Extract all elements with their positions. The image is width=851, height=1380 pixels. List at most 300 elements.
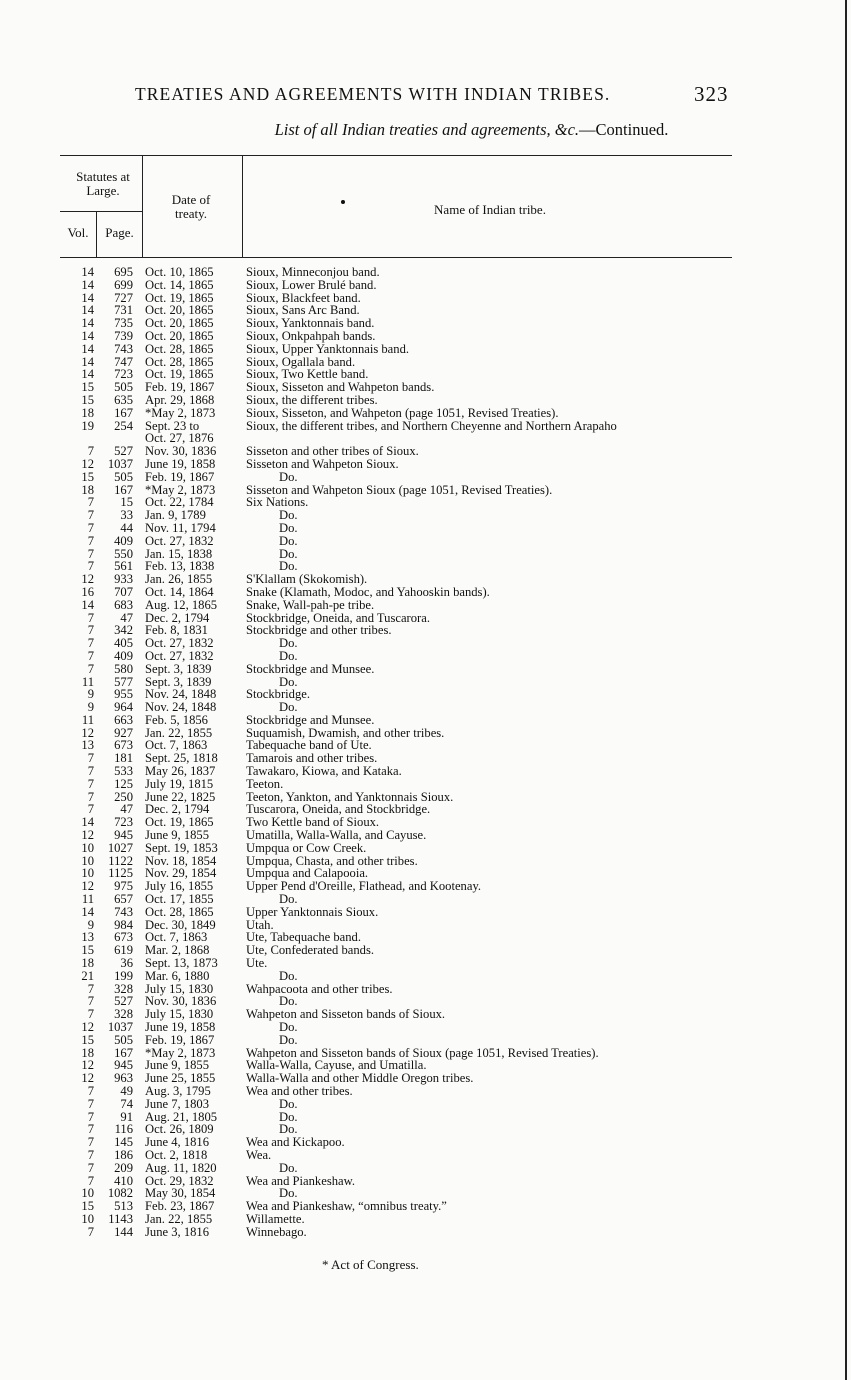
- page-cell: 527: [114, 994, 133, 1009]
- tribe-name-cell: Walla-Walla and other Middle Oregon tribes.: [246, 1071, 474, 1086]
- page-cell: 984: [114, 917, 133, 932]
- date-cell: Feb. 8, 1831: [145, 623, 208, 638]
- header-statutes-at-large: Statutes at Large.: [76, 169, 130, 198]
- tribe-name-cell: Do.: [279, 1096, 298, 1111]
- vol-cell: 7: [87, 508, 94, 523]
- vol-cell: 14: [81, 354, 94, 369]
- date-cell: Oct. 7, 1863: [145, 738, 208, 753]
- tribe-name-cell: Do.: [279, 700, 298, 715]
- table-row: [0, 1098, 851, 1111]
- date-cell: Sept. 25, 1818: [145, 751, 218, 766]
- page-cell: 735: [114, 316, 133, 331]
- tribe-name-cell: Six Nations.: [246, 495, 309, 510]
- tribe-name-cell: Wea and other tribes.: [246, 1084, 353, 1098]
- date-cell: Feb. 19, 1867: [145, 1032, 215, 1047]
- page-cell: 199: [114, 968, 133, 983]
- date-cell: *May 2, 1873: [145, 482, 216, 497]
- date-cell: Jan. 9, 1789: [145, 508, 206, 523]
- vol-cell: 18: [81, 405, 94, 420]
- tribe-name-cell: Sioux, Sisseton and Wahpeton bands.: [246, 380, 435, 395]
- table-row: [0, 1149, 851, 1162]
- header-date-of-treaty: Date of treaty.: [171, 192, 211, 221]
- tribe-name-cell: Do.: [279, 1109, 298, 1124]
- vol-cell: 14: [81, 597, 94, 612]
- vol-cell: 7: [87, 1173, 94, 1188]
- vol-cell: 12: [81, 456, 94, 471]
- date-cell: June 9, 1855: [145, 828, 210, 843]
- page-cell: 527: [114, 444, 133, 459]
- date-cell: Mar. 2, 1868: [145, 943, 210, 958]
- page-cell: 167: [114, 405, 133, 420]
- vol-cell: 11: [81, 712, 94, 727]
- date-cell: Feb. 13, 1838: [145, 559, 215, 574]
- date-cell: June 7, 1803: [145, 1096, 210, 1111]
- table-row: [0, 637, 851, 650]
- tribe-name-cell: Stockbridge and other tribes.: [246, 623, 392, 638]
- col-divider-page-date: [142, 155, 143, 257]
- vol-cell: 10: [81, 853, 94, 868]
- date-cell: Oct. 27, 1832: [145, 533, 214, 548]
- date-cell: Oct. 27, 1876: [145, 431, 214, 446]
- vol-cell: 7: [87, 559, 94, 574]
- vol-cell: 7: [87, 1109, 94, 1124]
- vol-cell: 12: [81, 879, 94, 894]
- table-row: [0, 279, 851, 292]
- date-cell: June 22, 1825: [145, 789, 216, 804]
- table-row: [0, 701, 851, 714]
- tribe-name-cell: Sioux, Blackfeet band.: [246, 290, 361, 305]
- date-cell: Dec. 30, 1849: [145, 917, 216, 932]
- tribe-name-cell: Sisseton and Wahpeton Sioux (page 1051, Revised Treaties).: [246, 482, 553, 497]
- tribe-name-cell: Do.: [279, 1122, 298, 1137]
- table-row: [0, 663, 851, 676]
- tribe-name-cell: Tuscarora, Oneida, and Stockbridge.: [246, 802, 431, 817]
- date-cell: Mar. 6, 1880: [145, 968, 210, 983]
- tribe-name-cell: Do.: [279, 559, 298, 574]
- tribe-name-cell: Sioux, Two Kettle band.: [246, 367, 369, 382]
- table-row: [0, 970, 851, 983]
- date-cell: Oct. 27, 1832: [145, 636, 214, 651]
- page-cell: 36: [120, 956, 133, 971]
- page-cell: 181: [114, 751, 133, 766]
- page-cell: 723: [114, 815, 133, 830]
- vol-cell: 7: [87, 981, 94, 996]
- date-cell: Oct. 22, 1784: [145, 495, 214, 510]
- page-cell: 1125: [108, 866, 133, 881]
- date-cell: Oct. 28, 1865: [145, 341, 214, 356]
- tribe-name-cell: Wahpeton and Sisseton bands of Sioux.: [246, 1007, 446, 1022]
- table-row: [0, 599, 851, 612]
- page-cell: 723: [114, 367, 133, 382]
- page-cell: 409: [114, 648, 133, 663]
- vol-cell: 7: [87, 1147, 94, 1162]
- tribe-name-cell: S'Klallam (Skokomish).: [246, 572, 368, 587]
- date-cell: Oct. 7, 1863: [145, 930, 208, 945]
- date-cell: Jan. 26, 1855: [145, 572, 213, 587]
- vol-cell: 7: [87, 1135, 94, 1150]
- table-row: [0, 1034, 851, 1047]
- vol-cell: 9: [87, 700, 94, 715]
- vol-cell: 18: [81, 482, 94, 497]
- statutes-underline: [60, 211, 142, 212]
- vol-cell: 7: [87, 1160, 94, 1175]
- page-cell: 167: [114, 1045, 133, 1060]
- page-cell: 707: [114, 584, 133, 599]
- page-cell: 945: [114, 828, 133, 843]
- table-row: [0, 343, 851, 356]
- vol-cell: 14: [81, 328, 94, 343]
- page-cell: 116: [114, 1122, 133, 1137]
- date-cell: Feb. 5, 1856: [145, 712, 208, 727]
- table-row: [0, 829, 851, 842]
- page-cell: 125: [114, 776, 133, 791]
- table-row: [0, 407, 851, 420]
- tribe-name-cell: Sioux, the different tribes, and Northern Cheyenne and Northern Arapaho: [246, 418, 617, 433]
- date-cell: Oct. 29, 1832: [145, 1173, 214, 1188]
- vol-cell: 21: [81, 968, 94, 983]
- vol-cell: 11: [81, 892, 94, 907]
- table-row: [0, 1213, 851, 1226]
- table-row: [0, 420, 851, 433]
- tribe-name-cell: Teeton, Yankton, and Yanktonnais Sioux.: [246, 789, 454, 804]
- tribe-name-cell: Do.: [279, 533, 298, 548]
- vol-cell: 7: [87, 661, 94, 676]
- page-cell: 577: [114, 674, 133, 689]
- date-cell: July 15, 1830: [145, 1007, 214, 1022]
- date-cell: *May 2, 1873: [145, 1045, 216, 1060]
- table-row: [0, 573, 851, 586]
- page-cell: 663: [114, 712, 133, 727]
- page-cell: 513: [114, 1199, 133, 1214]
- table-row: [0, 1226, 851, 1239]
- tribe-name-cell: Utah.: [246, 917, 274, 932]
- page-cell: 44: [120, 520, 133, 535]
- tribe-name-cell: Do.: [279, 508, 298, 523]
- date-cell: June 19, 1858: [145, 1020, 216, 1035]
- date-cell: Aug. 3, 1795: [145, 1084, 211, 1098]
- page-cell: 580: [114, 661, 133, 676]
- date-cell: Nov. 30, 1836: [145, 994, 217, 1009]
- vol-cell: 7: [87, 546, 94, 561]
- tribe-name-cell: Do.: [279, 1020, 298, 1035]
- date-cell: Oct. 17, 1855: [145, 892, 214, 907]
- tribe-name-cell: Do.: [279, 994, 298, 1009]
- table-row: [0, 522, 851, 535]
- vol-cell: 14: [81, 815, 94, 830]
- vol-cell: 15: [81, 392, 94, 407]
- page-cell: 405: [114, 636, 133, 651]
- vol-cell: 15: [81, 1199, 94, 1214]
- date-cell: Nov. 30, 1836: [145, 444, 217, 459]
- vol-cell: 12: [81, 828, 94, 843]
- table-row: [0, 906, 851, 919]
- date-cell: July 16, 1855: [145, 879, 214, 894]
- vol-cell: 10: [81, 1211, 94, 1226]
- page-cell: 1082: [107, 1186, 133, 1201]
- date-cell: June 3, 1816: [145, 1224, 210, 1239]
- date-cell: Sept. 13, 1873: [145, 956, 218, 971]
- table-row: [0, 893, 851, 906]
- vol-cell: 7: [87, 751, 94, 766]
- date-cell: Nov. 24, 1848: [145, 700, 217, 715]
- table-subtitle: [0, 120, 851, 140]
- date-cell: June 19, 1858: [145, 456, 216, 471]
- tribe-name-cell: Tawakaro, Kiowa, and Kataka.: [246, 764, 402, 779]
- page-cell: 47: [120, 802, 133, 817]
- tribe-name-cell: Ute.: [246, 956, 268, 971]
- tribe-name-cell: Stockbridge, Oneida, and Tuscarora.: [246, 610, 430, 625]
- tribe-name-cell: Do.: [279, 546, 298, 561]
- vol-cell: 9: [87, 917, 94, 932]
- vol-cell: 7: [87, 764, 94, 779]
- page-cell: 743: [114, 904, 133, 919]
- tribe-name-cell: Walla-Walla, Cayuse, and Umatilla.: [246, 1058, 427, 1073]
- tribe-name-cell: Willamette.: [246, 1211, 305, 1226]
- table-row: [0, 1021, 851, 1034]
- page-cell: 927: [114, 725, 133, 740]
- table-row: [0, 778, 851, 791]
- table-row: [0, 586, 851, 599]
- tribe-name-cell: Sioux, Ogallala band.: [246, 354, 356, 369]
- date-cell: May 26, 1837: [145, 764, 216, 779]
- vol-cell: 16: [81, 584, 94, 599]
- tribe-name-cell: Do.: [279, 1160, 298, 1175]
- vol-cell: 14: [81, 265, 94, 279]
- table-row: [0, 765, 851, 778]
- vol-cell: 10: [81, 866, 94, 881]
- page-cell: 186: [114, 1147, 133, 1162]
- date-cell: Jan. 15, 1838: [145, 546, 213, 561]
- page-cell: 747: [114, 354, 133, 369]
- tribe-name-cell: Do.: [279, 469, 298, 484]
- vol-cell: 7: [87, 533, 94, 548]
- vol-cell: 7: [87, 495, 94, 510]
- date-cell: Aug. 12, 1865: [145, 597, 218, 612]
- tribe-name-cell: Do.: [279, 968, 298, 983]
- running-title: TREATIES AND AGREEMENTS WITH INDIAN TRIBES.: [135, 84, 611, 104]
- page-cell: 1037: [107, 1020, 133, 1035]
- page-cell: 550: [114, 546, 133, 561]
- tribe-name-cell: Stockbridge and Munsee.: [246, 661, 375, 676]
- date-cell: Jan. 22, 1855: [145, 725, 213, 740]
- page-cell: 619: [114, 943, 133, 958]
- vol-cell: 9: [87, 687, 94, 702]
- date-cell: Oct. 19, 1865: [145, 290, 214, 305]
- date-cell: Oct. 20, 1865: [145, 303, 214, 318]
- tribe-name-cell: Umatilla, Walla-Walla, and Cayuse.: [246, 828, 427, 843]
- tribe-name-cell: Sioux, Lower Brulé band.: [246, 277, 377, 292]
- date-cell: Nov. 24, 1848: [145, 687, 217, 702]
- date-cell: Feb. 19, 1867: [145, 469, 215, 484]
- header-page: Page.: [105, 225, 134, 240]
- page-cell: 91: [120, 1109, 133, 1124]
- treaty-table-body: [0, 266, 851, 1239]
- vol-cell: 7: [87, 636, 94, 651]
- table-row: [0, 957, 851, 970]
- tribe-name-cell: Do.: [279, 520, 298, 535]
- tribe-name-cell: Wea and Piankeshaw, “omnibus treaty.”: [246, 1199, 447, 1214]
- vol-cell: 13: [81, 930, 94, 945]
- page-cell: 657: [114, 892, 133, 907]
- header-bottom-rule: [60, 257, 732, 258]
- date-cell: Oct. 28, 1865: [145, 904, 214, 919]
- vol-cell: 18: [81, 1045, 94, 1060]
- vol-cell: 10: [81, 1186, 94, 1201]
- tribe-name-cell: Sisseton and other tribes of Sioux.: [246, 444, 419, 459]
- tribe-name-cell: Do.: [279, 892, 298, 907]
- page-cell: 145: [114, 1135, 133, 1150]
- tribe-name-cell: Sioux, Upper Yanktonnais band.: [246, 341, 410, 356]
- tribe-name-cell: Winnebago.: [246, 1224, 307, 1239]
- page-cell: 505: [114, 469, 133, 484]
- tribe-name-cell: Two Kettle band of Sioux.: [246, 815, 380, 830]
- vol-cell: 14: [81, 290, 94, 305]
- tribe-name-cell: Stockbridge.: [246, 687, 311, 702]
- page-cell: 47: [120, 610, 133, 625]
- vol-cell: 11: [81, 674, 94, 689]
- table-row: [0, 650, 851, 663]
- page-cell: 673: [114, 930, 133, 945]
- tribe-name-cell: Stockbridge and Munsee.: [246, 712, 375, 727]
- tribe-name-cell: Sioux, Sisseton, and Wahpeton (page 1051, Revised Treaties).: [246, 405, 559, 420]
- page-cell: 533: [114, 764, 133, 779]
- date-cell: June 4, 1816: [145, 1135, 210, 1150]
- vol-cell: 12: [81, 1071, 94, 1086]
- vol-cell: 7: [87, 648, 94, 663]
- date-cell: Oct. 26, 1809: [145, 1122, 214, 1137]
- vol-cell: 7: [87, 610, 94, 625]
- date-cell: Feb. 23, 1867: [145, 1199, 215, 1214]
- page-cell: 15: [120, 495, 133, 510]
- tribe-name-cell: Suquamish, Dwamish, and other tribes.: [246, 725, 445, 740]
- tribe-name-cell: Tamarois and other tribes.: [246, 751, 378, 766]
- tribe-name-cell: Upper Pend d'Oreille, Flathead, and Kootenay.: [246, 879, 482, 894]
- vol-cell: 18: [81, 956, 94, 971]
- page-cell: 975: [114, 879, 133, 894]
- vol-cell: 19: [81, 418, 94, 433]
- date-cell: Sept. 3, 1839: [145, 674, 212, 689]
- tribe-name-cell: Wahpeton and Sisseton bands of Sioux (page 1051, Revised Treaties).: [246, 1045, 599, 1060]
- vol-cell: 7: [87, 1084, 94, 1098]
- page-cell: 743: [114, 341, 133, 356]
- vol-cell: 7: [87, 1122, 94, 1137]
- table-row: [0, 471, 851, 484]
- table-row: [0, 1162, 851, 1175]
- vol-cell: 7: [87, 789, 94, 804]
- date-cell: Nov. 18, 1854: [145, 853, 217, 868]
- page-cell: 410: [114, 1173, 133, 1188]
- tribe-name-cell: Do.: [279, 1186, 298, 1201]
- page-cell: 727: [114, 290, 133, 305]
- page-cell: 731: [114, 303, 133, 318]
- vol-cell: 15: [81, 469, 94, 484]
- page-cell: 1027: [107, 840, 133, 855]
- date-cell: Apr. 29, 1868: [145, 392, 215, 407]
- date-cell: Sept. 23 to: [145, 418, 200, 433]
- page-cell: 1122: [108, 853, 133, 868]
- footnote: * Act of Congress.: [322, 1257, 419, 1272]
- date-cell: Jan. 22, 1855: [145, 1211, 213, 1226]
- tribe-name-cell: Sioux, Yanktonnais band.: [246, 316, 375, 331]
- date-cell: Oct. 10, 1865: [145, 265, 214, 279]
- page-cell: 328: [114, 981, 133, 996]
- page-cell: 695: [114, 265, 133, 279]
- vol-cell: 14: [81, 316, 94, 331]
- table-row: [0, 394, 851, 407]
- vol-cell: 7: [87, 623, 94, 638]
- date-cell: Oct. 14, 1865: [145, 277, 214, 292]
- subtitle-continued: —Continued.: [579, 120, 669, 139]
- page-cell: 955: [114, 687, 133, 702]
- vol-cell: 12: [81, 572, 94, 587]
- header-tribe-name: Name of Indian tribe.: [434, 202, 546, 217]
- page-cell: 409: [114, 533, 133, 548]
- date-cell: Dec. 2, 1794: [145, 610, 210, 625]
- page-number: 323: [694, 82, 729, 106]
- table-row: [0, 330, 851, 343]
- date-cell: Sept. 3, 1839: [145, 661, 212, 676]
- vol-cell: 14: [81, 303, 94, 318]
- tribe-name-cell: Wea.: [246, 1147, 272, 1162]
- tribe-name-cell: Do.: [279, 1032, 298, 1047]
- page-cell: 561: [114, 559, 133, 574]
- tribe-name-cell: Umpqua or Cow Creek.: [246, 840, 367, 855]
- vol-cell: 7: [87, 444, 94, 459]
- date-cell: June 9, 1855: [145, 1058, 210, 1073]
- vol-cell: 7: [87, 776, 94, 791]
- tribe-name-cell: Upper Yanktonnais Sioux.: [246, 904, 379, 919]
- vol-cell: 7: [87, 520, 94, 535]
- date-cell: Sept. 19, 1853: [145, 840, 218, 855]
- tribe-name-cell: Ute, Tabequache band.: [246, 930, 361, 945]
- tribe-name-cell: Do.: [279, 674, 298, 689]
- page-cell: 673: [114, 738, 133, 753]
- tribe-name-cell: Tabequache band of Ute.: [246, 738, 372, 753]
- tribe-name-cell: Umpqua, Chasta, and other tribes.: [246, 853, 418, 868]
- tribe-name-cell: Do.: [279, 648, 298, 663]
- table-row: [0, 458, 851, 471]
- table-row: [0, 266, 851, 279]
- page-cell: 1143: [108, 1211, 133, 1226]
- vol-cell: 7: [87, 1224, 94, 1239]
- page-cell: 635: [114, 392, 133, 407]
- vol-cell: 7: [87, 802, 94, 817]
- page-cell: 328: [114, 1007, 133, 1022]
- date-cell: July 15, 1830: [145, 981, 214, 996]
- date-cell: July 19, 1815: [145, 776, 214, 791]
- date-cell: Feb. 19, 1867: [145, 380, 215, 395]
- vol-cell: 15: [81, 943, 94, 958]
- page-cell: 74: [120, 1096, 133, 1111]
- tribe-name-cell: Wea and Kickapoo.: [246, 1135, 345, 1150]
- page-cell: 683: [114, 597, 133, 612]
- vol-cell: 15: [81, 380, 94, 395]
- tribe-name-cell: Snake, Wall-pah-pe tribe.: [246, 597, 375, 612]
- tribe-name-cell: Wea and Piankeshaw.: [246, 1173, 356, 1188]
- vol-cell: 12: [81, 1058, 94, 1073]
- date-cell: Oct. 19, 1865: [145, 815, 214, 830]
- header-top-rule: [60, 155, 732, 156]
- page-cell: 250: [114, 789, 133, 804]
- date-cell: Oct. 19, 1865: [145, 367, 214, 382]
- subtitle-italic: List of all Indian treaties and agreements, &c.: [274, 120, 580, 139]
- vol-cell: 13: [81, 738, 94, 753]
- tribe-name-cell: Sisseton and Wahpeton Sioux.: [246, 456, 399, 471]
- page-cell: 33: [120, 508, 133, 523]
- tribe-name-cell: Sioux, Minneconjou band.: [246, 265, 380, 279]
- page-cell: 945: [114, 1058, 133, 1073]
- vol-cell: 10: [81, 840, 94, 855]
